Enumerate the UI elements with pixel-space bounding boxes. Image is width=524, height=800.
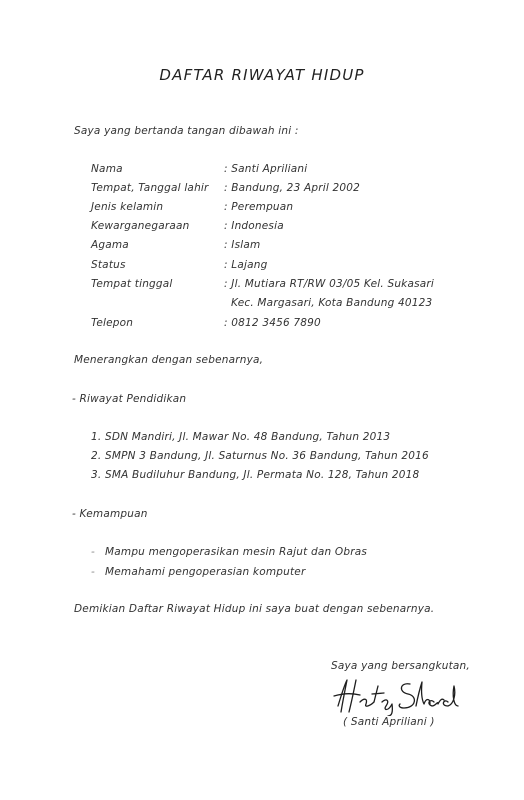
identity-value-address-line2: Kec. Margasari, Kota Bandung 40123 (231, 297, 433, 309)
skill-bullet: - (91, 566, 95, 578)
identity-label-phone: Telepon (91, 317, 134, 329)
identity-value-phone: : 0812 3456 7890 (224, 317, 321, 329)
education-item: SMPN 3 Bandung, Jl. Saturnus No. 36 Bandung, Tahun 2016 (105, 450, 429, 462)
identity-label-address: Tempat tinggal (91, 278, 173, 290)
identity-label-gender: Jenis kelamin (91, 201, 164, 213)
identity-label-citizenship: Kewarganegaraan (91, 220, 190, 232)
closing-text: Demikian Daftar Riwayat Hidup ini saya buat dengan sebenarnya. (74, 603, 435, 615)
skills-heading: - Kemampuan (72, 508, 148, 520)
signoff-text: Saya yang bersangkutan, (331, 660, 470, 672)
statement-text: Menerangkan dengan sebenarnya, (74, 354, 264, 366)
skill-bullet: - (91, 546, 95, 558)
education-num: 2. (91, 450, 102, 462)
identity-value-religion: : Islam (224, 239, 261, 251)
document-title: DAFTAR RIWAYAT HIDUP (159, 66, 365, 84)
skill-item: Memahami pengoperasian komputer (105, 566, 306, 578)
education-heading: - Riwayat Pendidikan (72, 393, 187, 405)
identity-label-status: Status (91, 259, 126, 271)
identity-value-gender: : Perempuan (224, 201, 294, 213)
identity-value-citizenship: : Indonesia (224, 220, 284, 232)
identity-label-religion: Agama (91, 239, 129, 251)
education-num: 1. (91, 431, 102, 443)
identity-label-nama: Nama (91, 163, 123, 175)
skill-item: Mampu mengoperasikan mesin Rajut dan Obras (105, 546, 368, 558)
signature-image (330, 676, 460, 716)
identity-label-ttl: Tempat, Tanggal lahir (91, 182, 209, 194)
education-num: 3. (91, 469, 102, 481)
identity-value-status: : Lajang (224, 259, 268, 271)
signature-name: ( Santi Apriliani ) (343, 716, 435, 728)
identity-value-ttl: : Bandung, 23 April 2002 (224, 182, 361, 194)
identity-value-address: : Jl. Mutiara RT/RW 03/05 Kel. Sukasari (224, 278, 435, 290)
intro-text: Saya yang bertanda tangan dibawah ini : (74, 125, 299, 137)
identity-value-nama: : Santi Apriliani (224, 163, 308, 175)
education-item: SDN Mandiri, Jl. Mawar No. 48 Bandung, Tahun 2013 (105, 431, 391, 443)
education-item: SMA Budiluhur Bandung, Jl. Permata No. 128, Tahun 2018 (105, 469, 420, 481)
